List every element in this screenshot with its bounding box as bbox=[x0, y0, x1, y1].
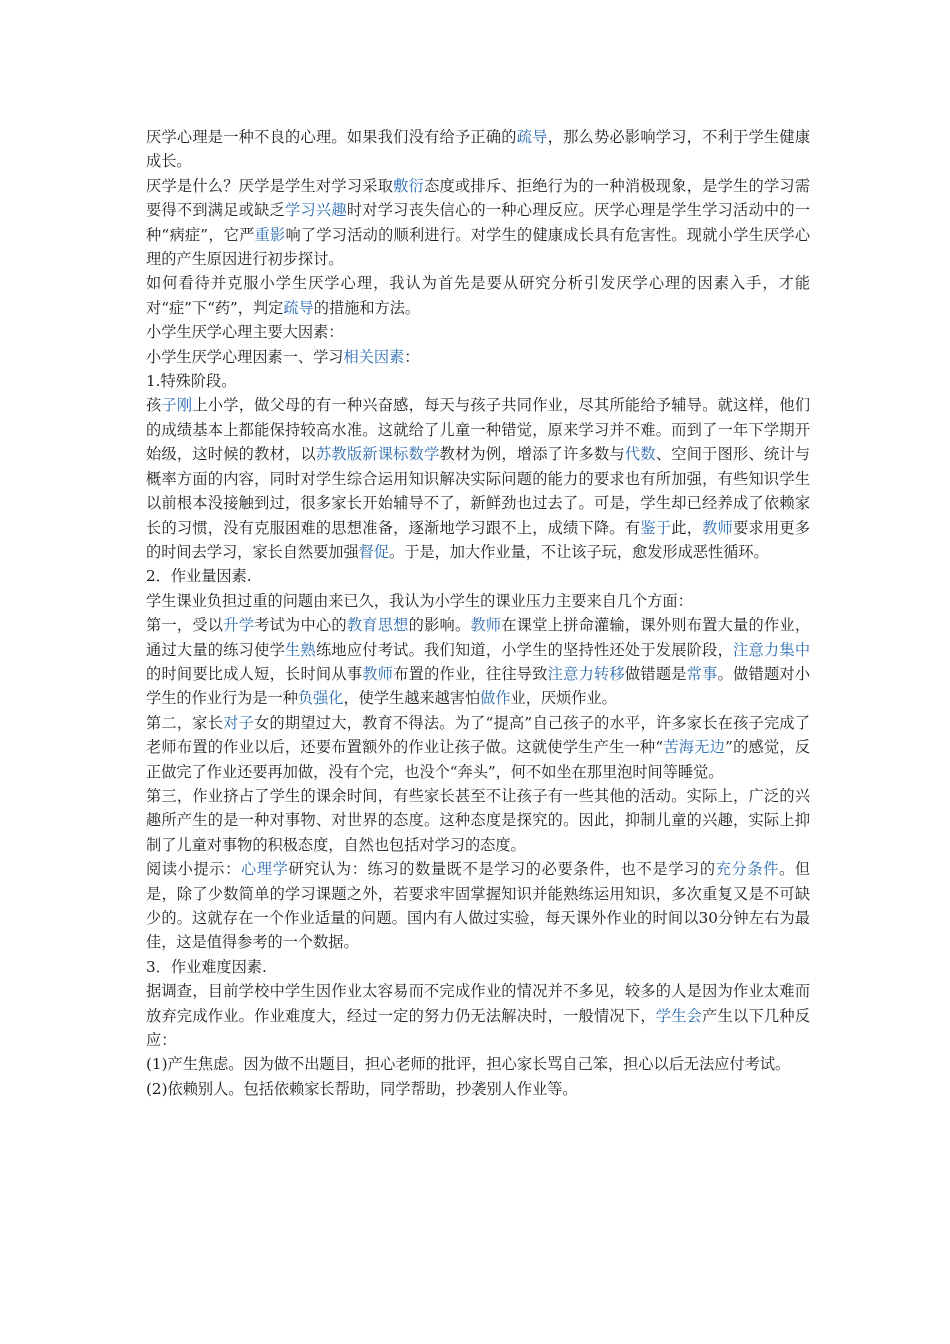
keyword-link[interactable]: 学生会 bbox=[655, 1006, 703, 1025]
paragraph bbox=[146, 857, 810, 955]
keyword-link[interactable]: 心理学 bbox=[240, 860, 289, 879]
paragraph bbox=[146, 174, 810, 272]
keyword-link[interactable]: 学习兴趣 bbox=[285, 201, 347, 220]
paragraph-text: ： bbox=[404, 347, 420, 366]
keyword-link[interactable]: 升学 bbox=[223, 616, 255, 635]
paragraph-text: (1)产生焦虑。因为做不出题目，担心老师的批评，担心家长骂自己笨，担心以后无法应付考试。 bbox=[146, 1055, 791, 1074]
paragraph-text: 孩 bbox=[146, 396, 162, 415]
keyword-link[interactable]: 充分条件 bbox=[715, 860, 780, 879]
paragraph bbox=[146, 711, 810, 784]
keyword-link[interactable]: 重影 bbox=[254, 225, 286, 244]
keyword-link[interactable]: 相关因素 bbox=[343, 347, 405, 366]
paragraph bbox=[146, 955, 810, 979]
paragraph-text: 在课堂上拼命灌输，课外则布置大量的作业，通过大量的练习使学 bbox=[146, 616, 811, 659]
paragraph bbox=[146, 979, 810, 1052]
paragraph-text: 1.特殊阶段。 bbox=[146, 372, 237, 391]
paragraph-text: 、空间于图形、统计与概率方面的内容，同时对学生综合运用知识解决实际问题的能力的要求也有所加强，有些知识学生以前根本没接触到过，很多家长开始辅导不了，新鲜劲也过去了。可是，学生却已经养成了依赖家长的习惯，没有克服困难的思想准备，逐渐地学习跟不上，成绩下降。有 bbox=[146, 445, 811, 537]
keyword-link[interactable]: 代数 bbox=[624, 445, 656, 464]
paragraph-text: 第三，作业挤占了学生的课余时间，有些家长甚至不让孩子有一些其他的活动。实际上，广泛的兴趣所产生的是一种对事物、对世界的态度。这种态度是探究的。因此，抑制儿童的兴趣，实际上抑制了儿童对事物的积极态度，自然也包括对学习的态度。 bbox=[146, 786, 810, 854]
paragraph-text: 态度或排斥、拒绝行为的一种消极现象，是学生的学习需要得不到满足或缺乏 bbox=[146, 176, 811, 220]
paragraph bbox=[146, 125, 810, 174]
keyword-link[interactable]: 对子 bbox=[223, 713, 255, 732]
paragraph-text: 要求用更多的时间去学习，家长自然要加强 bbox=[146, 518, 811, 561]
paragraph-text: 的措施和方法。 bbox=[313, 298, 421, 317]
paragraph-text: 厌学是什么？厌学是学生对学习采取 bbox=[146, 176, 394, 195]
paragraph bbox=[146, 393, 810, 564]
paragraph-text: ”的感觉，反正做完了作业还要再加做，没有个完，也没个“奔头”，何不如坐在那里泡时间等睡觉。 bbox=[146, 738, 811, 781]
paragraph-text: 研究认为：练习的数量既不是学习的必要条件，也不是学习的 bbox=[288, 860, 716, 879]
paragraph-text: 时对学习丧失信心的一种心理反应。厌学心理是学生学习活动中的一种“病症”，它严 bbox=[146, 201, 811, 244]
keyword-link[interactable]: 注意力转移 bbox=[547, 664, 625, 683]
paragraph-text: 产生以下几种反应： bbox=[146, 1006, 811, 1050]
paragraph bbox=[146, 1077, 810, 1101]
paragraph-text: 据调查，目前学校中学生因作业太容易而不完成作业的情况并不多见，较多的人是因为作业太难而放弃完成作业。作业难度大，经过一定的努力仍无法解决时，一般情况下， bbox=[146, 982, 810, 1025]
paragraph-text: (2)依赖别人。包括依赖家长帮助，同学帮助，抄袭别人作业等。 bbox=[146, 1079, 578, 1098]
paragraph-text: 此， bbox=[671, 518, 703, 537]
keyword-link[interactable]: 督促 bbox=[358, 542, 389, 561]
paragraph-text: 厌学心理是一种不良的心理。如果我们没有给予正确的 bbox=[146, 128, 517, 146]
keyword-link[interactable]: 疏导 bbox=[516, 128, 548, 146]
paragraph-text: 做错题是 bbox=[624, 664, 687, 683]
paragraph-text: 考试为中心的 bbox=[254, 616, 347, 635]
keyword-link[interactable]: 教育思想 bbox=[346, 616, 409, 635]
keyword-link[interactable]: 做作 bbox=[480, 689, 511, 708]
keyword-link[interactable]: 常事 bbox=[686, 664, 718, 683]
paragraph bbox=[146, 564, 810, 588]
paragraph-text: 阅读小提示： bbox=[146, 860, 241, 879]
paragraph-text: 的影响。 bbox=[408, 616, 471, 635]
keyword-link[interactable]: 教师 bbox=[470, 616, 502, 635]
paragraph-text: ，那么势必影响学习，不利于学生健康成长。 bbox=[146, 128, 811, 171]
paragraph-text: 小学生厌学心理因素一、学习 bbox=[146, 347, 344, 366]
paragraph-text: 响了学习活动的顺利进行。对学生的健康成长具有危害性。现就小学生厌学心理的产生原因进行初步探讨。 bbox=[146, 225, 811, 269]
paragraph-text: 上小学，做父母的有一种兴奋感，每天与孩子共同作业，尽其所能给予辅导。就这样，他们的成绩基本上都能保持较高水准。这就给了儿童一种错觉，原来学习并不难。而到了一年下学期开始级，这时候的教材，以 bbox=[146, 396, 811, 464]
paragraph-text: 2．作业量因素. bbox=[146, 567, 252, 586]
keyword-link[interactable]: 疏导 bbox=[283, 298, 314, 317]
paragraph bbox=[146, 589, 810, 613]
paragraph-text: 3．作业难度因素. bbox=[146, 957, 267, 976]
paragraph-text: 。但是，除了少数简单的学习课题之外，若要求牢固掌握知识并能熟练运用知识，多次重复又是不可缺少的。这就存在一个作业适量的问题。国内有人做过实验，每天课外作业的时间以30分钟左右为最佳，这是值得参考的一个数据。 bbox=[146, 860, 811, 952]
paragraph-text: 业，厌烦作业。 bbox=[510, 689, 617, 708]
keyword-link[interactable]: 苏教版新课标数学 bbox=[315, 445, 440, 464]
paragraph-text: 教材为例，增添了许多数与 bbox=[439, 445, 625, 464]
document-body bbox=[146, 125, 810, 1101]
paragraph-text: 。做错题对小学生的作业行为是一种 bbox=[146, 664, 811, 708]
keyword-link[interactable]: 生熟 bbox=[285, 640, 316, 659]
keyword-link[interactable]: 敷衍 bbox=[393, 176, 425, 195]
paragraph bbox=[146, 1052, 810, 1076]
keyword-link[interactable]: 教师 bbox=[362, 664, 394, 683]
paragraph-text: 学生课业负担过重的问题由来已久，我认为小学生的课业压力主要来自几个方面： bbox=[146, 591, 693, 610]
paragraph-text: 的时间要比成人短，长时间从事 bbox=[146, 664, 363, 683]
paragraph bbox=[146, 613, 810, 711]
keyword-link[interactable]: 教师 bbox=[702, 518, 734, 537]
paragraph-text: 如何看待并克服小学生厌学心理，我认为首先是要从研究分析引发厌学心理的因素入手，才能对“症”下“药”，判定 bbox=[146, 274, 810, 317]
paragraph-text: 女的期望过大，教育不得法。为了“提高”自己孩子的水平，许多家长在孩子完成了老师布置的作业以后，还要布置额外的作业让孩子做。这就使学生产生一种“ bbox=[146, 713, 811, 757]
paragraph-text: 布置的作业，往往导致 bbox=[393, 664, 548, 683]
paragraph bbox=[146, 271, 810, 320]
paragraph-text: 第一，受以 bbox=[146, 616, 224, 635]
keyword-link[interactable]: 注意力集中 bbox=[733, 640, 811, 659]
keyword-link[interactable]: 负强化 bbox=[297, 689, 344, 708]
paragraph-text: 。于是，加大作业量，不让该子玩，愈发形成恶性循环。 bbox=[389, 542, 769, 561]
paragraph-text: 练地应付考试。我们知道，小学生的坚持性还处于发展阶段， bbox=[315, 640, 734, 659]
paragraph-text: 小学生厌学心理主要大因素： bbox=[146, 323, 344, 342]
paragraph bbox=[146, 345, 810, 369]
paragraph-text: 第二，家长 bbox=[146, 713, 224, 732]
keyword-link[interactable]: 苦海无边 bbox=[663, 738, 726, 757]
paragraph bbox=[146, 369, 810, 393]
paragraph bbox=[146, 320, 810, 344]
keyword-link[interactable]: 鉴于 bbox=[640, 518, 672, 537]
keyword-link[interactable]: 子刚 bbox=[161, 396, 193, 415]
paragraph bbox=[146, 784, 810, 857]
paragraph-text: ，使学生越来越害怕 bbox=[343, 689, 481, 708]
